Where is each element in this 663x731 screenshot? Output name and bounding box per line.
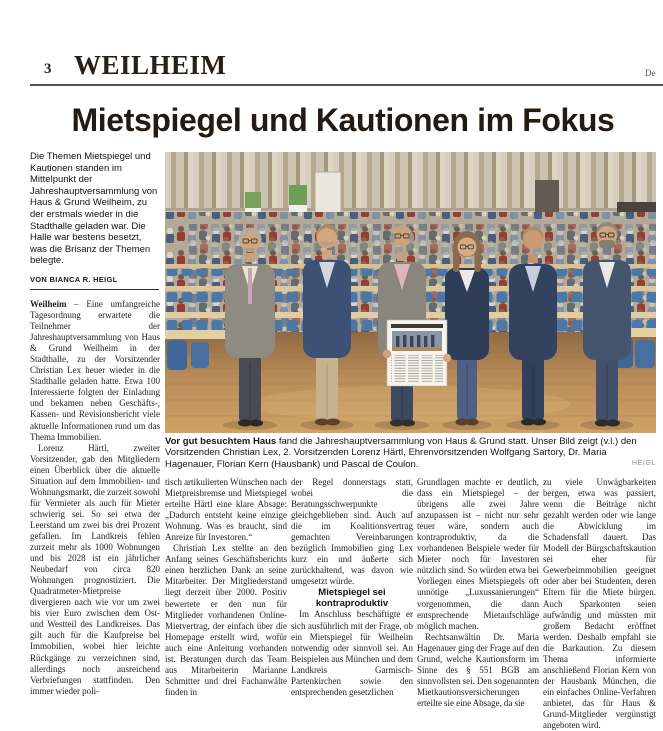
body-column-3 — [291, 477, 413, 704]
caption-credit: HEIGL — [631, 459, 656, 467]
article-lead: Die Themen Mietspiegel und Kautionen standen im Mittelpunkt der Jahreshauptversammlung von Haus & Grund Weilheim, zu der erstmals wieder in die Stadthalle geladen war. Die Halle war bestens besetzt, was die Brisanz der Themen belegte. — [30, 151, 158, 267]
article-headline: Mietspiegel und Kautionen im Fokus — [71, 102, 615, 138]
paragraph: zu viele Unwägbarkeiten bergen, etwa was passiert, wenn die Beiträge nicht gezahlt werden oder wie lange die Abwicklung im Schadensfall dauert. Das Modell der Bürgschaftskaution sei eher für Gewerbeimmobilien geeignet oder aber bei Studenten, deren Eltern für die Miete bürgen. Auch Sparkonten seien aufwändig und müssten mit großem Bedacht eröffnet werden. Deshalb empfahl sie die Barkaution. Zu diesem Thema informierte anschließend Florian Kern von der Hausbank München, die ein einfaches Online-Verfahren anbietet, das für Haus & Grund-Mitglieder vergünstigt angeboten wird. — [543, 477, 656, 731]
photo-caption — [165, 436, 656, 470]
body-column-2 — [165, 477, 287, 704]
section-title: WEILHEIM — [74, 50, 227, 80]
article-photo — [165, 152, 656, 433]
paragraph: der Regel donnerstags statt, wobei die Beratungsschwerpunkte gleichgeblieben sind. Auch auf die im Koalitionsvertrag gemachten Vereinbarungen bezüglich Immobilien ging Lex kurz ein und äußerte sich zurückhaltend, was davon wie umgesetzt würde. — [291, 477, 413, 587]
body-column-5 — [543, 477, 656, 731]
paragraph: Rechtsanwältin Dr. Maria Hagenauer ging der Frage auf den Grund, welche Kautionsform im Sinne des § 551 BGB am sinnvollsten sei. Den sogenannten Mietkautionsversicherungen erteilte sie eine Absage, da sie — [417, 631, 539, 708]
photo-held-newspaper — [383, 320, 451, 386]
caption-text: fand die Jahreshauptversammlung von Haus & Grund statt. Unser Bild zeigt (v.l.) den Vorsitzenden Christian Lex, 2. Vorsitzenden Lorenz Härtl, Ehrenvorsitzenden Wolfgang Sartory, Dr. Maria Hagenauer, Florian Kern (Hausbank) und Pascal de Coulon. — [165, 436, 637, 470]
caption-lead: Vor gut besuchtem Haus — [165, 436, 277, 447]
paragraph: Weilheim – Eine umfangreiche Tagesordnung erwartete die Teilnehmer der Jahreshauptversammlung von Haus & Grund Weilheim in der Stadthalle, zu der Vorsitzender Christian Lex heuer wieder in die Stadthalle geladen hatte. Etwa 100 Interessierte folgten der Einladung und bekamen neben Geschäfts-, Kassen- und Revisionsbericht viele aktuelle Informationen rund um das Thema Immobilien. — [30, 299, 160, 442]
paragraph: Grundlagen machte er deutlich, dass ein Mietspiegel – der übrigens alle zwei Jahre anzupassen ist – nicht nur sehr teuer wäre, sondern auch kontraproduktiv, da die vorhandenen Beispiele weder für Mieter noch für Investoren nützlich sind. So würden etwa bei Vorliegen eines Mietspiegels oft unnötige „Luxussanierungen“ vorgenommen, die dann entsprechende Mietaufschläge möglich machen. — [417, 477, 539, 631]
dateline: Weilheim — [30, 299, 67, 309]
date-fragment: De — [645, 68, 656, 78]
header-rule — [30, 84, 663, 86]
body-column-4 — [417, 477, 539, 708]
article-byline: VON BIANCA R. HEIGL — [30, 275, 118, 284]
paragraph: Im Anschluss beschäftigte er sich ausführlich mit der Frage, ob ein Mietspiegel für Weilheim notwendig oder sinnvoll sei. An Beispielen aus München und dem Landkreis Garmisch-Partenkirchen sowie den entsprechenden gesetzlichen — [291, 609, 413, 697]
body-column-1 — [30, 299, 160, 705]
byline-rule — [30, 289, 159, 290]
page-number: 3 — [44, 61, 52, 77]
paragraph: tisch artikulierten Wünschen nach Mietpreisbremse und Mietspiegel erteilte Härtl eine klare Absage: „Dadurch entsteht keine einzige Wohnung. Was es braucht, sind Anreize für Investoren.“ — [165, 477, 287, 543]
paragraph: Lorenz Härtl, zweiter Vorsitzender, gab den Mitgliedern einen Überblick über die aktuelle Situation auf dem Immobilien- und Wohnungsmarkt, die zurzeit sowohl für Vermieter als auch für Mieter schwierig sei. So sei etwa der Leerstand um zwei bis drei Prozent gefallen. Im Landkreis fehlen zurzeit mehr als 1000 Wohnungen und bis 2028 ist ein jährlicher Neubedarf von circa 820 Wohnungen prognostiziert. Die Quadratmeter-Mietpreise divergieren nach wie vor um zwei bis vier Euro zwischen dem Ost- und Westteil des Landkreises. Das gilt auch für die Kaufpreise bei Immobilien, wobei hier leichte Rückgänge zu verzeichnen sind, allerdings noch ausreichend Verbriefungen stattfinden. Den immer wieder poli- — [30, 442, 160, 696]
article-subheading: Mietspiegel sei kontraproduktiv — [315, 587, 389, 610]
paragraph: Christian Lex stellte an den Anfang seines Geschäftsberichts einen herzlichen Dank an seine Mitarbeiter. Der Mitgliederstand liegt derzeit über 2000. Positiv bewertete er den nun für Mitglieder vorhandenen Online-Mietvertrag, der einfach über die Homepage erstellt wird, wofür auch eine Anleitung vorhanden ist. Beratungen durch das Team aus Mitarbeiterin Marianne Schmitter und drei Fachanwälte finden in — [165, 543, 287, 697]
